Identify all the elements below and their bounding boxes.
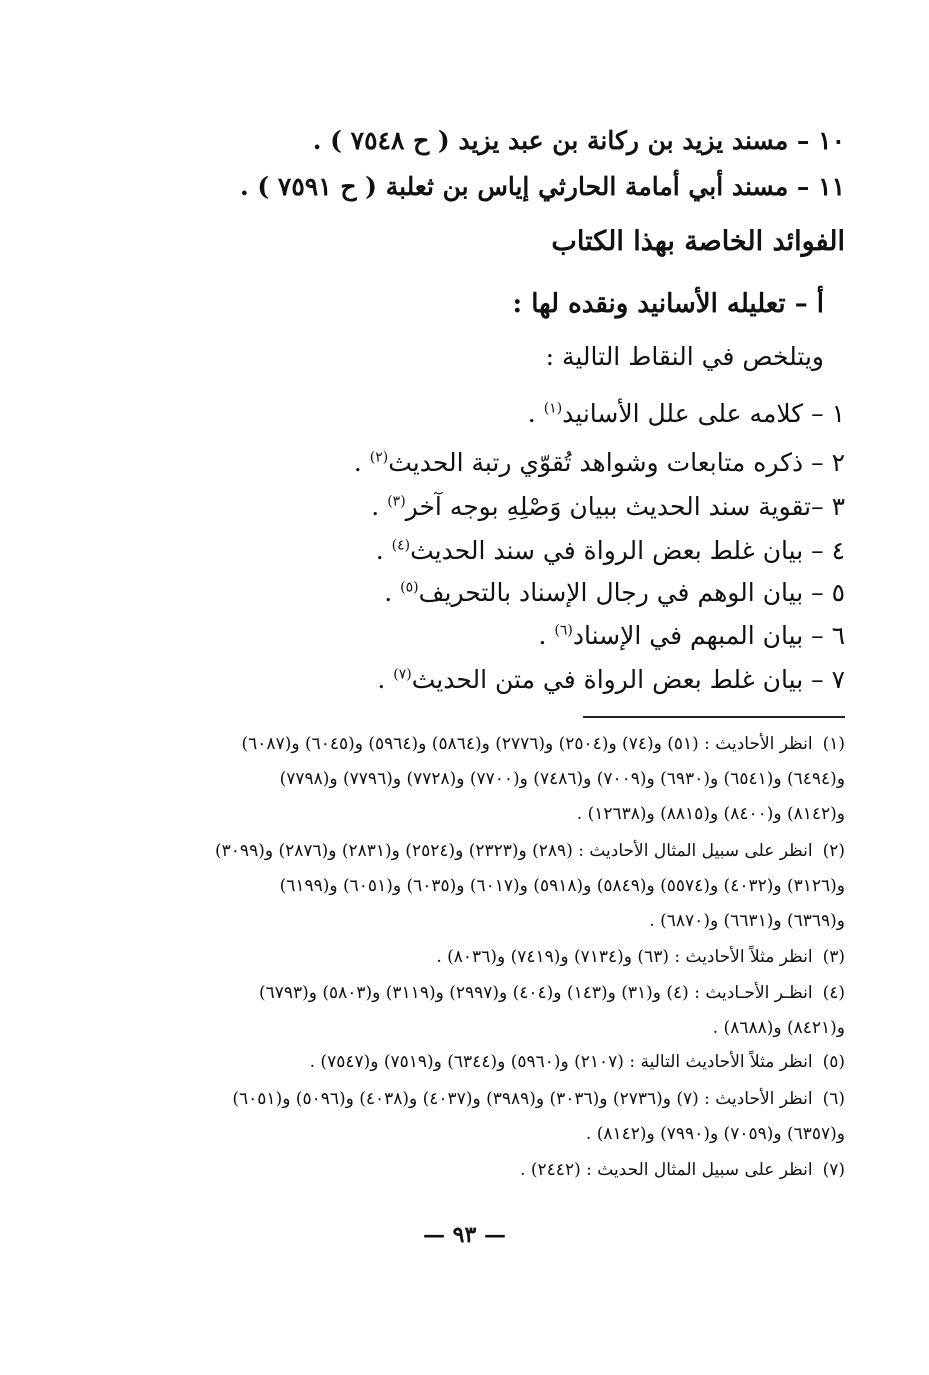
footnote-number: (٣) [822,947,845,967]
point-end: . [371,492,388,521]
page-number: — ٩٣ — [423,1222,506,1248]
point-3 [371,494,845,519]
footnote-2-line-2: و(٣١٢٦) و(٤٠٣٢) و(٥٥٧٤) و(٥٨٤٩) و(٥٩١٨) و(٦٠١٧) و(٦٠٣٥) و(٦٠٥١) و(٦١٩٩) [279,876,845,896]
point-text: ٧ – بيان غلط بعض الرواة في متن الحديث [411,665,845,694]
footnote-text: انظر مثلاً الأحاديث : (٦٣) و(٧١٣٤) و(٧٤١٩) و(٨٠٣٦) . [436,947,813,967]
point-end: . [375,536,392,565]
point-end: . [377,665,394,694]
point-1 [528,401,845,426]
footnote-3-line-1 [436,949,845,966]
footnote-number: (١) [822,734,845,754]
subsection-heading: أ – تعليله الأسانيد ونقده لها : [512,289,824,319]
intro-text: ويتلخص في النقاط التالية : [545,342,824,371]
footnote-text: انظر الأحاديث : (٥١) و(٧٤) و(٢٥٠٤) و(٢٧٧٦) و(٥٨٦٤) و(٥٩٦٤) و(٦٠٤٥) و(٦٠٨٧) [241,734,813,754]
footnote-marker[interactable]: (٤) [391,537,411,554]
point-text: ٢ – ذكره متابعات وشواهد تُقوّي رتبة الحديث [388,448,845,477]
footnote-5-line-1 [310,1054,845,1071]
footnote-2-line-3: و(٦٣٦٩) و(٦٦٣١) و(٦٨٧٠) . [649,911,845,931]
footnote-number: (٧) [822,1160,845,1180]
footnote-separator [583,716,845,718]
point-end: . [538,621,555,650]
point-7 [377,667,845,692]
footnote-marker[interactable]: (٢) [369,449,389,466]
footnote-6-line-2: و(٦٣٥٧) و(٧٠٥٩) و(٧٩٩٠) و(٨١٤٢) . [585,1124,845,1144]
point-end: . [353,448,370,477]
point-text: ١ – كلامه على علل الأسانيد [562,399,845,428]
footnote-6-line-1 [232,1091,845,1108]
footnote-text: انظر مثلاً الأحاديث التالية : (٢١٠٧) و(٥٩٦٠) و(٦٣٤٤) و(٧٥١٩) و(٧٥٤٧) . [309,1052,813,1072]
footnote-4-line-1 [259,985,845,1002]
footnote-text: انظر الأحاديث : (٧) و(٢٧٣٦) و(٣٠٣٦) و(٣٩٨٩) و(٤٠٣٧) و(٤٠٣٨) و(٥٠٩٦) و(٦٠٥١) [232,1089,813,1109]
footnote-number: (٥) [822,1052,845,1072]
footnote-2-line-1 [215,843,845,860]
footnote-number: (٤) [822,983,845,1003]
footnote-text: انظـر الأحـاديث : (٤) و(٣١) و(١٤٣) و(٤٠٤) و(٢٩٩٧) و(٣١١٩) و(٥٨٠٣) و(٦٧٩٣) [258,983,813,1003]
point-end: . [527,399,544,428]
point-text: ٥ – بيان الوهم في رجال الإسناد بالتحريف [418,578,845,607]
section-heading: الفوائد الخاصة بهذا الكتاب [551,226,845,257]
footnote-marker[interactable]: (٧) [393,666,412,683]
footnote-marker[interactable]: (٦) [554,622,573,639]
point-end: . [384,578,401,607]
footnote-number: (٦) [822,1089,845,1109]
point-text: ٦ – بيان المبهم في الإسناد [572,621,845,650]
point-2 [354,450,845,475]
point-4 [376,538,845,563]
footnote-number: (٢) [822,841,845,861]
footnote-marker[interactable]: (٣) [387,493,406,510]
point-5 [384,580,845,605]
footnote-text: انظر على سبيل المثال الأحاديث : (٢٨٩) و(٢٣٢٣) و(٢٥٢٤) و(٢٨٣١) و(٢٨٧٦) و(٣٠٩٩) [215,841,813,861]
footnote-text: انظر على سبيل المثال الحديث : (٢٤٤٢) . [520,1160,813,1180]
footnote-marker[interactable]: (٥) [400,579,419,596]
list-item-10: ١٠ – مسند يزيد بن ركانة بن عبد يزيد ( ح ٧٥٤٨ ) . [312,126,845,155]
list-item-11: ١١ – مسند أبي أمامة الحارثي إياس بن ثعلبة ( ح ٧٥٩١ ) . [239,172,845,201]
footnote-4-line-2: و(٨٤٢١) و(٨٦٨٨) . [712,1018,845,1038]
footnote-7-line-1 [520,1162,845,1179]
point-text: ٤ – بيان غلط بعض الرواة في سند الحديث [410,536,845,565]
footnote-1-line-3: و(٨١٤٢) و(٨٤٠٠) و(٨٨١٥) و(١٢٦٣٨) . [576,804,845,824]
point-6 [539,623,845,648]
footnote-marker[interactable]: (١) [543,400,563,417]
point-text: ٣ –تقوية سند الحديث ببيان وَصْلِهِ بوجه آخر [405,492,845,521]
footnote-1-line-2: و(٦٤٩٤) و(٦٥٤١) و(٦٩٣٠) و(٧٠٠٩) و(٧٤٨٦) و(٧٧٠٠) و(٧٧٢٨) و(٧٧٩٦) و(٧٧٩٨) [279,769,845,789]
footnote-1-line-1 [242,736,845,753]
